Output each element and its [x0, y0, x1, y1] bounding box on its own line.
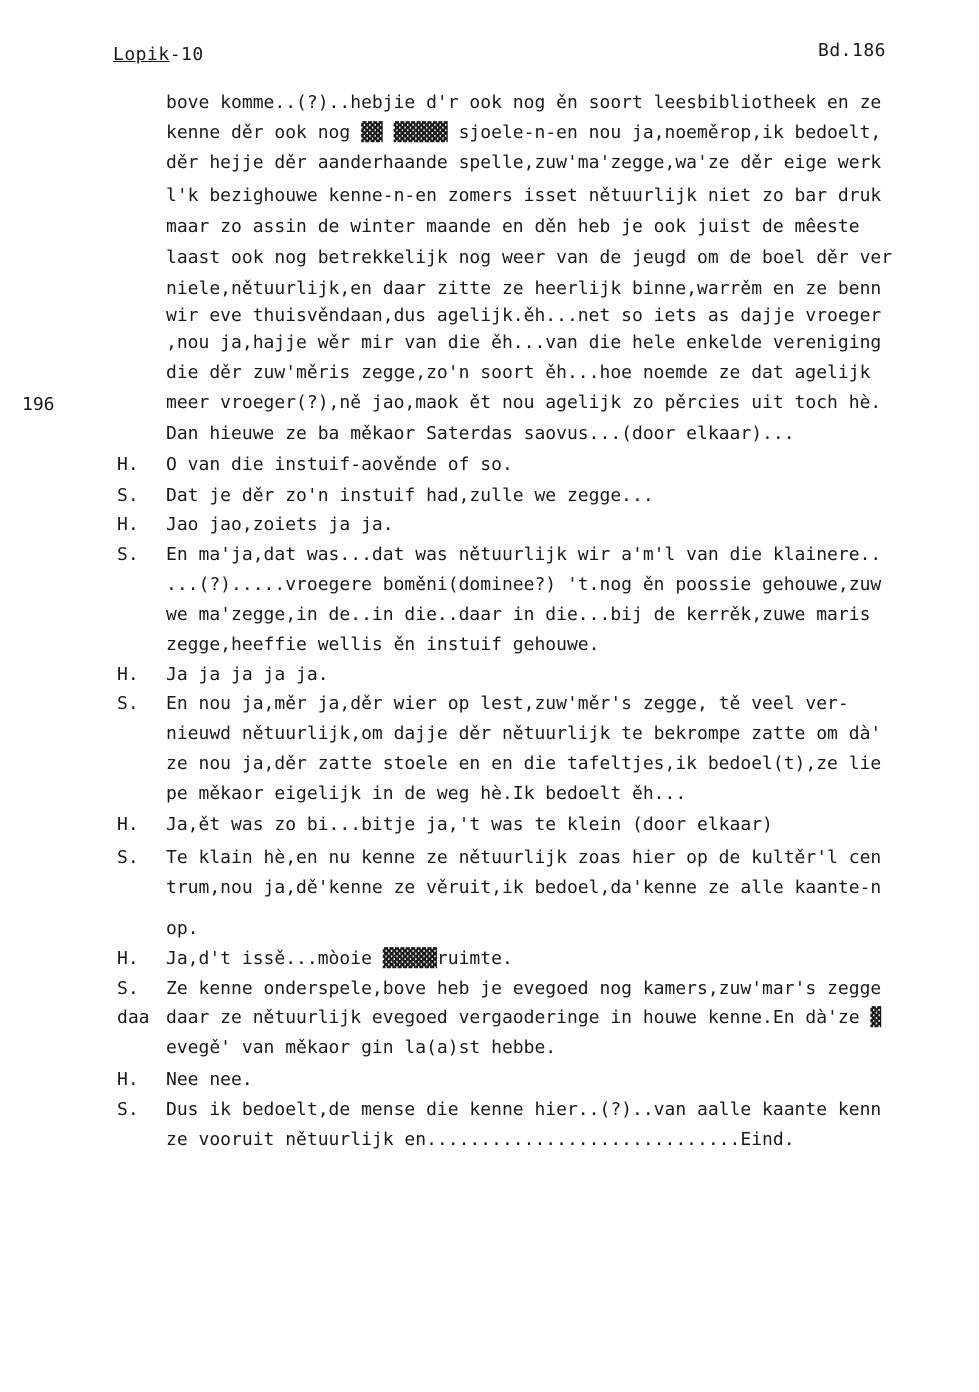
transcript-line — [0, 845, 979, 871]
line-text: wir eve thuisvěndaan,dus agelijk.ěh...net so iets as dajje vroeger — [166, 305, 882, 326]
transcript-line — [0, 276, 979, 302]
line-text: zegge,heeffie wellis ěn instuif gehouwe. — [166, 634, 600, 655]
line-text: En nou ja,měr ja,děr wier op lest,zuw'měr's zegge, tě veel ver- — [166, 693, 849, 714]
transcript-line — [0, 1097, 979, 1123]
line-text: meer vroeger(?),ně jao,maok ět nou agelijk zo pěrcies uit toch hè. — [166, 392, 882, 413]
transcript-line — [0, 1067, 979, 1093]
line-text: ze nou ja,děr zatte stoele en en die tafeltjes,ik bedoel(t),ze lie — [166, 753, 882, 774]
transcript-line — [0, 946, 979, 972]
speaker-label: S. — [117, 544, 139, 565]
transcript-line — [0, 330, 979, 356]
speaker-label: S. — [117, 485, 139, 506]
transcript-line — [0, 662, 979, 688]
transcript-line — [0, 602, 979, 628]
speaker-label: H. — [117, 1069, 139, 1090]
line-text: Te klain hè,en nu kenne ze nětuurlijk zoas hier op de kultěr'l cen — [166, 847, 882, 868]
transcript-line — [0, 150, 979, 176]
speaker-label: S. — [117, 978, 139, 999]
speaker-label: S. — [117, 693, 139, 714]
transcript-line — [0, 183, 979, 209]
line-text: nieuwd nětuurlijk,om dajje děr nětuurlijk te bekrompe zatte om dà' — [166, 723, 882, 744]
line-text: trum,nou ja,dě'kenne ze věruit,ik bedoel,da'kenne ze alle kaante-n — [166, 877, 882, 898]
transcript-line — [0, 214, 979, 240]
transcript-line — [0, 781, 979, 807]
transcript-line — [0, 483, 979, 509]
document-id — [113, 44, 204, 65]
transcript-line — [0, 691, 979, 717]
document-number: -10 — [169, 44, 204, 65]
transcript-line — [0, 721, 979, 747]
transcript-line — [0, 1127, 979, 1153]
speaker-label: S. — [117, 1099, 139, 1120]
line-text: Dat je děr zo'n instuif had,zulle we zegge... — [166, 485, 654, 506]
line-text: děr hejje děr aanderhaande spelle,zuw'ma'zegge,wa'ze děr eige werk — [166, 152, 882, 173]
line-text: pe měkaor eigelijk in de weg hè.Ik bedoelt ěh... — [166, 783, 687, 804]
transcript-line — [0, 1005, 979, 1031]
line-text: ...(?).....vroegere boměni(dominee?) 't.nog ěn poossie gehouwe,zuw — [166, 574, 882, 595]
speaker-label: H. — [117, 514, 139, 535]
transcript-line — [0, 875, 979, 901]
page-reference: Bd.186 — [818, 40, 887, 61]
transcript-line — [0, 245, 979, 271]
line-text: l'k bezighouwe kenne-n-en zomers isset nětuurlijk niet zo bar druk — [166, 185, 882, 206]
line-text: we ma'zegge,in de..in die..daar in die...bij de kerrěk,zuwe maris — [166, 604, 871, 625]
line-text: die děr zuw'měris zegge,zo'n soort ěh...hoe noemde ze dat agelijk — [166, 362, 871, 383]
speaker-label: H. — [117, 948, 139, 969]
transcript-line — [0, 360, 979, 386]
line-text: kenne děr ook nog ▓▓ ▓▓▓▓▓ sjoele-n-en nou ja,noeměrop,ik bedoelt, — [166, 122, 882, 143]
transcript-line — [0, 976, 979, 1002]
line-text: Nee nee. — [166, 1069, 253, 1090]
transcript-line — [0, 572, 979, 598]
line-text: Dan hieuwe ze ba měkaor Saterdas saovus...(door elkaar)... — [166, 423, 795, 444]
line-text: Ja ja ja ja ja. — [166, 664, 329, 685]
transcript-line — [0, 1035, 979, 1061]
line-text: maar zo assin de winter maande en děn heb je ook juist de mêeste — [166, 216, 860, 237]
transcript-line — [0, 512, 979, 538]
line-text: daar ze nětuurlijk evegoed vergaoderinge in houwe kenne.En dà'ze ▓ — [166, 1007, 882, 1028]
line-text: Ja,ět was zo bi...bitje ja,'t was te klein (door elkaar) — [166, 814, 773, 835]
transcript-line — [0, 303, 979, 329]
speaker-label: S. — [117, 847, 139, 868]
speaker-label: H. — [117, 454, 139, 475]
transcript-line — [0, 632, 979, 658]
line-text: bove komme..(?)..hebjie d'r ook nog ěn soort leesbibliotheek en ze — [166, 92, 882, 113]
line-text: ,nou ja,hajje wěr mir van die ěh...van die hele enkelde vereniging — [166, 332, 882, 353]
transcript-line — [0, 421, 979, 447]
document-name: Lopik — [113, 44, 170, 65]
line-text: op. — [166, 918, 199, 939]
speaker-label: H. — [117, 814, 139, 835]
line-text: laast ook nog betrekkelijk nog weer van de jeugd om de boel děr ver — [166, 247, 893, 268]
line-text: Ze kenne onderspele,bove heb je evegoed nog kamers,zuw'mar's zegge — [166, 978, 882, 999]
transcript-line — [0, 90, 979, 116]
margin-number: 196 — [22, 394, 55, 415]
line-text: ze vooruit nětuurlijk en.............................Eind. — [166, 1129, 795, 1150]
line-text: Dus ik bedoelt,de mense die kenne hier..(?)..van aalle kaante kenn — [166, 1099, 882, 1120]
transcript-line — [0, 751, 979, 777]
line-text: Jao jao,zoiets ja ja. — [166, 514, 394, 535]
line-text: evegě' van měkaor gin la(a)st hebbe. — [166, 1037, 557, 1058]
line-text: En ma'ja,dat was...dat was nětuurlijk wir a'm'l van die klainere.. — [166, 544, 882, 565]
transcript-line — [0, 452, 979, 478]
speaker-label: daa — [117, 1007, 150, 1028]
transcript-line — [0, 812, 979, 838]
transcript-line — [0, 120, 979, 146]
transcript-line — [0, 916, 979, 942]
transcript-line — [0, 542, 979, 568]
transcript-line — [0, 390, 979, 416]
line-text: Ja,d't issě...mòoie ▓▓▓▓▓ruimte. — [166, 948, 513, 969]
line-text: O van die instuif-aověnde of so. — [166, 454, 513, 475]
speaker-label: H. — [117, 664, 139, 685]
line-text: niele,nětuurlijk,en daar zitte ze heerlijk binne,warrěm en ze benn — [166, 278, 882, 299]
